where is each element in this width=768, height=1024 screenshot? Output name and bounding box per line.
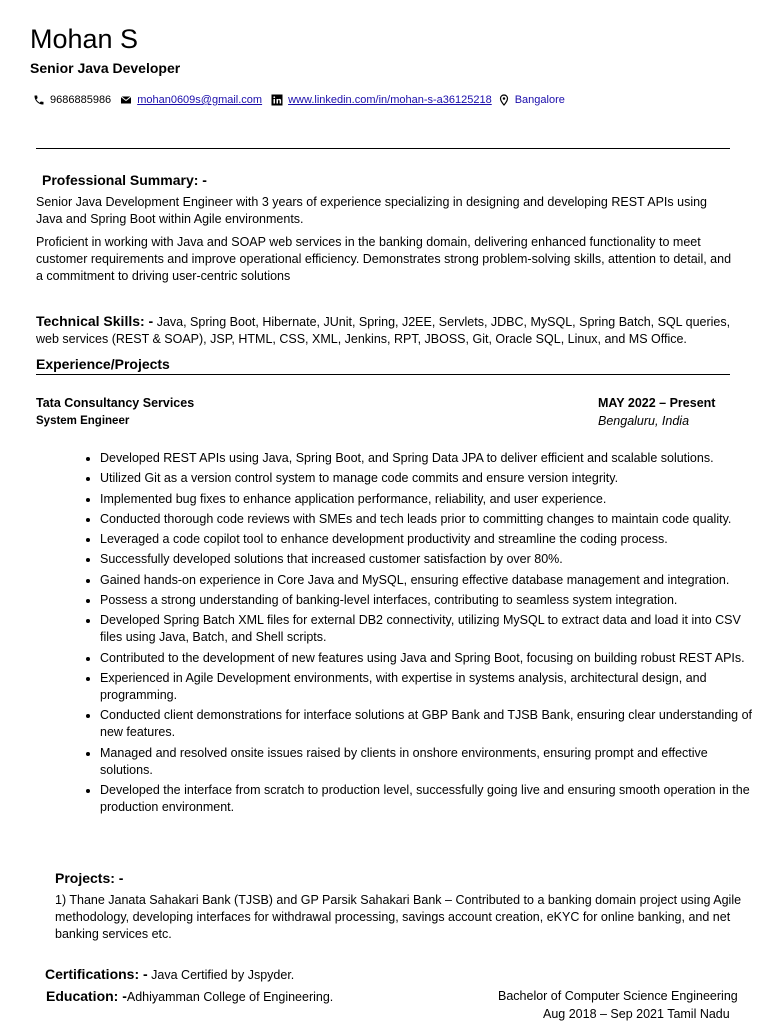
job-title: Senior Java Developer: [30, 60, 181, 76]
summary-heading: Professional Summary: -: [42, 172, 207, 188]
linkedin-link[interactable]: www.linkedin.com/in/mohan-s-a36125218: [288, 94, 492, 106]
location-text: Bangalore: [514, 94, 565, 106]
certifications-block: [45, 966, 294, 984]
list-item: • Gained hands-on experience in Core Java and MySQL, ensuring effective database management and integration.: [100, 572, 760, 589]
phone-icon: [33, 94, 45, 106]
certifications-text: Java Certified by Jspyder.: [147, 968, 295, 982]
summary-paragraph-1: Senior Java Development Engineer with 3 years of experience specializing in designing and developing REST APIs using Java and Spring Boot within Agile environments.: [36, 195, 708, 226]
experience-divider: [36, 374, 730, 375]
skills-text: Java, Spring Boot, Hibernate, JUnit, Spring, J2EE, Servlets, JDBC, MySQL, Spring Batch, SQL queries, web services (REST & SOAP), JSP, HTML, CSS, XML, Jenkins, RPT, JBOSS, Git, Oracle SQL, Linux, and MS Office.: [36, 315, 731, 346]
employment-dates: MAY 2022 – Present: [598, 396, 716, 410]
skills-block: [36, 313, 734, 348]
education-college: Adhiyamman College of Engineering.: [126, 990, 334, 1004]
list-item: • Leveraged a code copilot tool to enhance development productivity and streamline the coding process.: [100, 531, 760, 548]
header-divider: [36, 148, 730, 149]
education-dates-place: Aug 2018 – Sep 2021 Tamil Nadu: [543, 1007, 730, 1021]
projects-heading: Projects: -: [55, 870, 124, 886]
list-item: • Successfully developed solutions that increased customer satisfaction by over 80%.: [100, 551, 760, 568]
summary-paragraph-2: Proficient in working with Java and SOAP web services in the banking domain, delivering enhanced functionality to meet customer requirements and improve operational efficiency. Demonstrates strong problem-solving skills, attention to detail, and a commitment to driving user-centric solutions: [36, 235, 732, 283]
company-name: Tata Consultancy Services: [36, 396, 195, 410]
list-item: • Implemented bug fixes to enhance application performance, reliability, and user experience.: [100, 491, 760, 508]
email-link[interactable]: mohan0609s@gmail.com: [137, 94, 263, 106]
employment-location: Bengaluru, India: [598, 414, 690, 428]
experience-bullet-list: [56, 450, 760, 819]
location-pin-icon: [498, 94, 510, 106]
list-item: • Developed REST APIs using Java, Spring Boot, and Spring Data JPA to deliver efficient and scalable solutions.: [100, 450, 760, 467]
experience-heading: Experience/Projects: [36, 356, 170, 372]
list-item: • Conducted thorough code reviews with SMEs and tech leads prior to committing changes to maintain code quality.: [100, 511, 760, 528]
list-item: • Developed the interface from scratch to production level, successfully going live and ensuring smooth operation in the production environment.: [100, 782, 760, 816]
phone-number: 9686885986: [50, 94, 112, 106]
list-item: • Contributed to the development of new features using Java and Spring Boot, focusing on building robust REST APIs.: [100, 650, 760, 667]
education-heading: Education: -: [46, 988, 127, 1004]
list-item: • Developed Spring Batch XML files for external DB2 connectivity, utilizing MySQL to extract data and load it into CSV files using Java, Batch, and Shell scripts.: [100, 612, 760, 646]
projects-text: 1) Thane Janata Sahakari Bank (TJSB) and GP Parsik Sahakari Bank – Contributed to a banking domain project using Agile methodology, developing interfaces for withdrawal processing, savings account creation, eKYC for online banking, and net banking services etc.: [55, 893, 742, 941]
education-degree: Bachelor of Computer Science Engineering: [498, 989, 738, 1003]
linkedin-icon: [271, 94, 283, 106]
list-item: • Managed and resolved onsite issues raised by clients in onshore environments, ensuring prompt and effective solutions.: [100, 745, 760, 779]
email-icon: [120, 94, 132, 106]
list-item: • Possess a strong understanding of banking-level interfaces, contributing to seamless system integration.: [100, 592, 760, 609]
role-title: System Engineer: [36, 415, 130, 427]
list-item: • Utilized Git as a version control system to manage code commits and ensure version integrity.: [100, 470, 760, 487]
skills-heading: Technical Skills: -: [36, 313, 154, 329]
education-block: [46, 988, 333, 1006]
list-item: • Conducted client demonstrations for interface solutions at GBP Bank and TJSB Bank, ensuring clear understanding of new features.: [100, 707, 760, 741]
certifications-heading: Certifications: -: [45, 966, 148, 982]
candidate-name: Mohan S: [30, 24, 139, 54]
list-item: • Experienced in Agile Development environments, with expertise in systems analysis, architectural design, and programming.: [100, 670, 760, 704]
contact-bar: [33, 94, 565, 106]
